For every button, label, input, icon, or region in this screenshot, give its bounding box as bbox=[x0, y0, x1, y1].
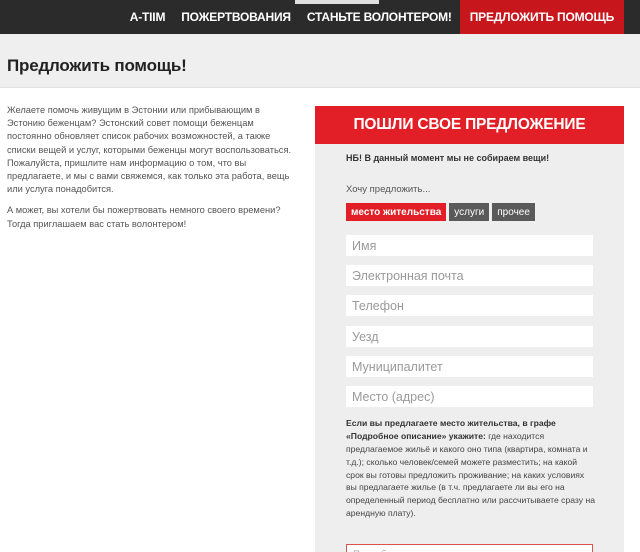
intro-paragraph-2: А может, вы хотели бы пожертвовать немного своего времени? Тогда приглашаем вас стать волонтером! bbox=[7, 205, 281, 229]
email-input[interactable] bbox=[346, 265, 593, 286]
nav-item-donations[interactable]: ПОЖЕРТВОВАНИЯ bbox=[181, 10, 291, 24]
nav-item-a-tiim[interactable]: A-TIIM bbox=[129, 10, 166, 24]
help-bold-text: Если вы предлагаете место жительства, в графе «Подробное описание» укажите: bbox=[346, 418, 556, 441]
tab-other[interactable]: прочее bbox=[492, 203, 535, 221]
offer-form-panel bbox=[315, 106, 624, 552]
intro-paragraph-1: Желаете помочь живущим в Эстонии или прибывающим в Эстонию беженцам? Эстонский совет помощи беженцам постоянно обновляет список рабочих возможностей, а также списки вещей и услуг, которыми беженцы могут воспользоваться. Пожалуйста, пришлите нам информацию о том, что вы предлагаете, и мы с вами свяжемся, как только эта работа, вещь или услуга понадобится. bbox=[7, 105, 292, 195]
place-input[interactable] bbox=[346, 386, 593, 407]
top-navigation bbox=[0, 0, 640, 34]
county-input[interactable] bbox=[346, 326, 593, 347]
nav-accent-strip bbox=[295, 0, 379, 4]
description-textarea[interactable] bbox=[346, 544, 593, 552]
offer-type-tabs bbox=[346, 203, 535, 221]
nav-item-volunteer[interactable]: СТАНЬТЕ ВОЛОНТЕРОМ! bbox=[306, 10, 452, 24]
municipality-input[interactable] bbox=[346, 356, 593, 377]
form-header: ПОШЛИ СВОЕ ПРЕДЛОЖЕНИЕ bbox=[315, 106, 624, 144]
housing-help-text bbox=[346, 417, 596, 520]
phone-input[interactable] bbox=[346, 295, 593, 316]
tab-services[interactable]: услуги bbox=[449, 203, 489, 221]
offer-label: Хочу предложить... bbox=[346, 184, 431, 195]
page-title-band bbox=[0, 34, 640, 88]
nav-item-offer-help[interactable]: ПРЕДЛОЖИТЬ ПОМОЩЬ bbox=[460, 0, 624, 34]
intro-text bbox=[7, 104, 299, 239]
name-input[interactable] bbox=[346, 235, 593, 256]
form-notice: НБ! В данный момент мы не собираем вещи! bbox=[346, 153, 550, 163]
page-title: Предложить помощь! bbox=[7, 56, 187, 75]
help-body-text: где находится предлагаемое жильё и какого оно типа (квартира, комната и т.д.); сколько человек/семей можете разместить; на какой срок вы готовы предложить проживание; на каких условиях вы предлагаете жилье (в т.ч. предлагаете ли вы его на определенный период бесплатно или рассчитываете сразу на арендную плату). bbox=[346, 430, 595, 519]
tab-housing[interactable]: место жительства bbox=[346, 203, 446, 221]
